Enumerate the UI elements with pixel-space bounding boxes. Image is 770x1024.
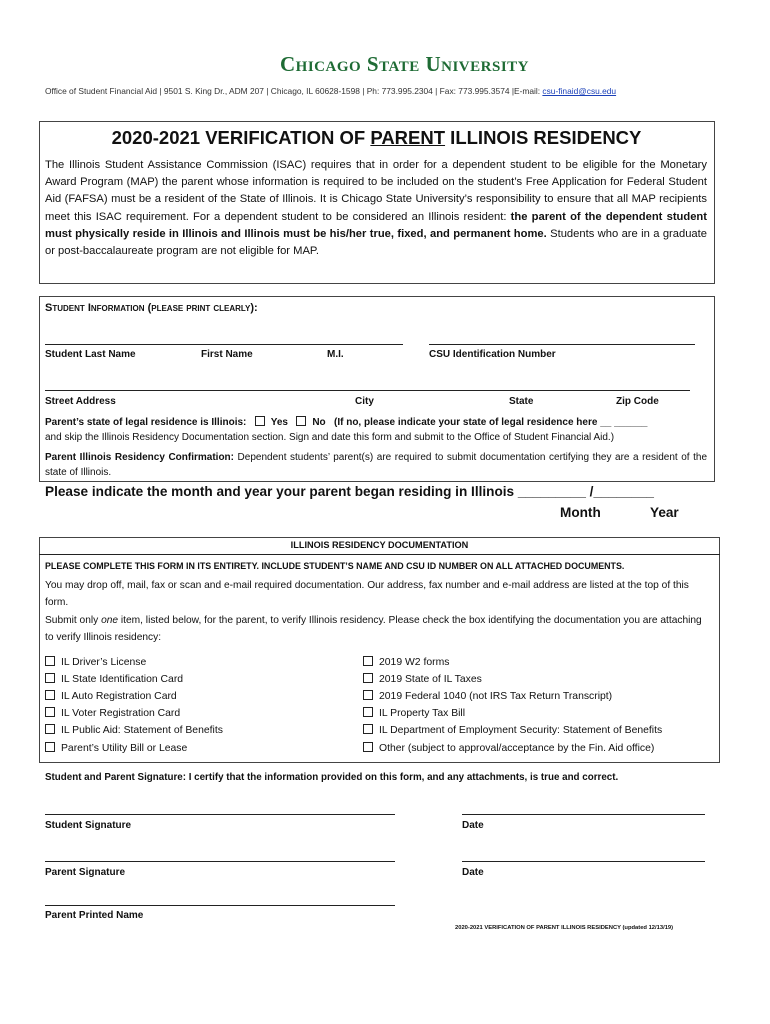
page-title [39,127,714,149]
yes-checkbox[interactable] [255,416,265,426]
checkbox[interactable] [363,707,373,717]
doc-option-label: 2019 W2 forms [379,657,450,668]
submit-pre: Submit only [45,615,102,626]
doc-option-label: 2019 State of IL Taxes [379,674,482,685]
checkbox[interactable] [45,707,55,717]
csu-id-label: CSU Identification Number [429,349,556,360]
student-info-heading: Student Information (please print clearly): [45,302,258,314]
doc-option-label: IL Driver’s License [61,657,147,668]
email-link[interactable]: csu-finaid@csu.edu [542,86,617,96]
office-contact-line [45,86,616,96]
parent-date-line[interactable] [462,861,705,862]
checkbox[interactable] [45,690,55,700]
checkbox[interactable] [363,690,373,700]
doc-option-left-1[interactable] [45,656,146,668]
parent-date-label: Date [462,867,484,878]
submit-italic: one [101,615,119,626]
checkbox[interactable] [45,742,55,752]
parent-signature-label: Parent Signature [45,867,126,878]
checkbox[interactable] [363,656,373,666]
no-checkbox[interactable] [296,416,306,426]
doc-option-right-6[interactable] [363,742,654,754]
residence-question: Parent’s state of legal residence is Illinois: [45,417,247,428]
checkbox[interactable] [363,742,373,752]
yes-label: Yes [270,417,288,428]
doc-option-label: Parent’s Utility Bill or Lease [61,743,188,754]
student-signature-label: Student Signature [45,820,132,831]
student-signature-line[interactable] [45,814,395,815]
intro-bold: the parent of the dependent student must physically reside in Illinois and Illinois must be his/her true, fixed, and permanent home. [45,210,707,240]
city-label: City [355,396,374,407]
student-date-label: Date [462,820,484,831]
doc-option-left-5[interactable] [45,724,223,736]
doc-option-label: IL State Identification Card [61,674,184,685]
street-label: Street Address [45,396,116,407]
intro-paragraph [45,157,707,260]
title-underlined: PARENT [370,127,446,148]
residence-question-row [45,416,647,428]
year-label: Year [650,505,679,520]
no-label: No [312,417,326,428]
parent-printed-name-line[interactable] [45,905,395,906]
documentation-heading: ILLINOIS RESIDENCY DOCUMENTATION [290,540,469,550]
first-name-label: First Name [201,349,253,360]
doc-option-label: IL Voter Registration Card [61,708,181,719]
dropoff-note: You may drop off, mail, fax or scan and e-mail required documentation. Our address, fax number and e-mail address are listed at the top of this form. [45,580,689,608]
doc-option-left-3[interactable] [45,690,177,702]
doc-option-right-5[interactable] [363,724,662,736]
doc-option-left-6[interactable] [45,742,187,754]
doc-option-label: IL Property Tax Bill [379,708,466,719]
confirmation-text: Dependent students’ parent(s) are required to submit documentation certifying they are a resident of the state of Illinois. [45,452,708,478]
doc-option-label: 2019 Federal 1040 (not IRS Tax Return Transcript) [379,691,613,702]
submit-post: item, listed below, for the parent, to verify Illinois residency. Please check the box identifying the documentation you are attaching to verify Illinois residency: [45,615,702,643]
title-part2: ILLINOIS RESIDENCY [445,127,642,148]
doc-option-label: IL Public Aid: Statement of Benefits [61,725,223,736]
zip-label: Zip Code [616,396,659,407]
title-part1: 2020-2021 VERIFICATION OF [111,127,371,148]
doc-option-left-4[interactable] [45,707,180,719]
office-address: Office of Student Financial Aid | 9501 S. King Dr., ADM 207 | Chicago, IL 60628-1598 | Ph: 773.995.2304 | Fax: 773.995.3574 |E-mail: [45,86,543,96]
doc-option-right-4[interactable] [363,707,465,719]
checkbox[interactable] [45,656,55,666]
student-date-line[interactable] [462,814,705,815]
intro-text2: Students who are in a graduate or post-baccalaureate program are not eligible for MAP. [45,227,707,258]
doc-option-label: IL Auto Registration Card [61,691,177,702]
parent-signature-line[interactable] [45,861,395,862]
doc-option-right-3[interactable] [363,690,612,702]
checkbox[interactable] [363,673,373,683]
documentation-divider [39,554,720,555]
checkbox[interactable] [45,724,55,734]
month-year-question: Please indicate the month and year your parent began residing in Illinois _________ /________ [45,484,654,499]
mi-label: M.I. [327,349,344,360]
name-line[interactable] [45,344,403,345]
intro-text1: The Illinois Student Assistance Commission (ISAC) requires that in order for a dependent student to be eligible for the Monetary Award Program (MAP) the parent whose information is required to be included on the student’s Free Application for Federal Student Aid (FAFSA) must be a resident of the State of Illinois. It is Chicago State University’s responsibility to ensure that all MAP recipients meet this ISAC requirement. For a dependent student to be considered an Illinois resident: [45,159,707,223]
confirmation-label: Parent Illinois Residency Confirmation: [45,452,234,463]
doc-option-label: Other (subject to approval/acceptance by the Fin. Aid office) [379,743,655,754]
parent-printed-name-label: Parent Printed Name [45,910,144,921]
address-line[interactable] [45,390,690,391]
last-name-label: Student Last Name [45,349,136,360]
state-label: State [509,396,534,407]
complete-note: PLEASE COMPLETE THIS FORM IN ITS ENTIRETY. INCLUDE STUDENT’S NAME AND CSU ID NUMBER ON ALL ATTACHED DOCUMENTS. [45,561,625,571]
doc-option-right-1[interactable] [363,656,449,668]
certify-statement: Student and Parent Signature: I certify that the information provided on this form, and any attachments, is true and correct. [45,772,619,783]
checkbox[interactable] [363,724,373,734]
skip-note: and skip the Illinois Residency Documentation section. Sign and date this form and submit to the Office of Student Financial Aid.) [45,432,615,443]
csu-id-line[interactable] [429,344,695,345]
confirmation-paragraph [45,450,707,480]
university-logo: Chicago State University [280,52,529,76]
footer-note: 2020-2021 VERIFICATION OF PARENT ILLINOIS RESIDENCY (updated 12/13/19) [455,925,674,931]
doc-option-right-2[interactable] [363,673,482,685]
doc-option-left-2[interactable] [45,673,183,685]
checkbox[interactable] [45,673,55,683]
month-label: Month [560,505,601,520]
doc-option-label: IL Department of Employment Security: Statement of Benefits [379,725,663,736]
submit-note [45,613,713,646]
no-note: (If no, please indicate your state of legal residence here __ ______ [334,417,648,428]
